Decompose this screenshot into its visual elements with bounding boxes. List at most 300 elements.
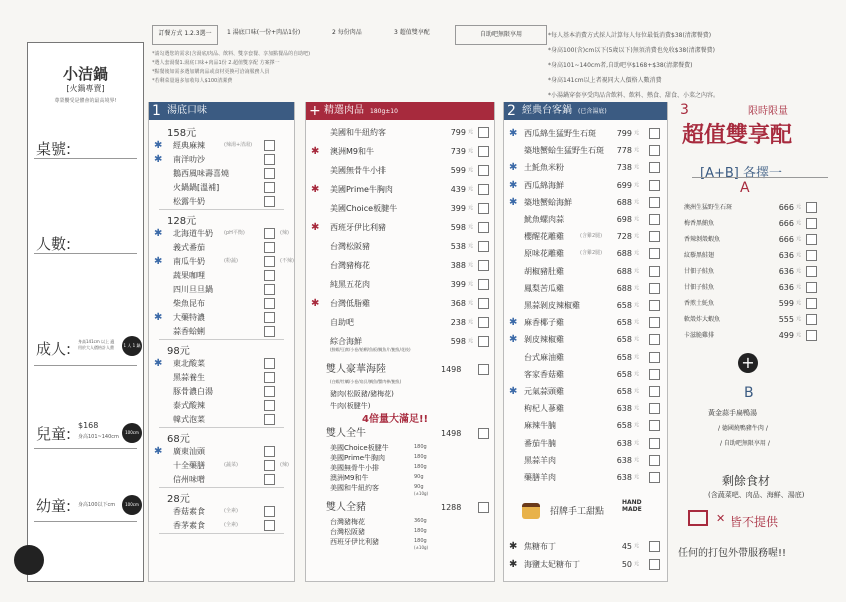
child-price: $168 (78, 421, 99, 430)
soup-name: 義式番茄 (173, 243, 205, 252)
double-a-item[interactable] (678, 280, 838, 295)
pot-item[interactable] (504, 229, 667, 244)
pot-item[interactable] (504, 315, 667, 330)
pot-price: 658 (616, 301, 632, 310)
checkbox[interactable] (649, 420, 660, 431)
checkbox[interactable] (264, 474, 275, 485)
unit: 元 (796, 300, 802, 306)
pudding-icon (522, 503, 540, 519)
double-a-price: 636 (778, 267, 794, 276)
pot-item[interactable] (504, 195, 667, 210)
checkbox[interactable] (264, 168, 275, 179)
soup-item[interactable] (149, 180, 294, 195)
soup-item[interactable] (149, 138, 294, 153)
checkbox[interactable] (264, 154, 275, 165)
soup-sub: (全素) (224, 508, 238, 514)
recommend-icon: ✱ (154, 256, 163, 267)
meat-item[interactable] (306, 257, 494, 274)
checkbox[interactable] (478, 184, 489, 195)
unit: 元 (468, 224, 474, 230)
meat-item[interactable] (306, 238, 494, 255)
unit: 元 (634, 216, 640, 222)
pot-price: 688 (616, 266, 632, 276)
pot-price: 658 (616, 335, 632, 345)
soup-name: 十全藥膳 (173, 461, 205, 470)
pot-item[interactable] (504, 246, 667, 261)
checkbox[interactable] (264, 270, 275, 281)
box-icon (688, 510, 708, 526)
pot-item[interactable] (504, 384, 667, 399)
pot-price: 638 (616, 473, 632, 482)
unit: 元 (634, 439, 640, 446)
checkbox[interactable] (264, 182, 275, 193)
meat-item[interactable] (306, 314, 494, 331)
pot-name: 台式麻油雞 (524, 352, 564, 362)
checkbox[interactable] (649, 334, 660, 345)
pot-item[interactable] (504, 367, 667, 382)
soup-item[interactable] (149, 324, 294, 339)
checkbox[interactable] (649, 352, 660, 363)
checkbox[interactable] (649, 300, 660, 311)
checkbox[interactable] (649, 403, 660, 414)
checkbox[interactable] (649, 214, 660, 225)
checkbox[interactable] (806, 202, 817, 213)
double-a-name: 卡滋脆雞排 (684, 332, 715, 339)
double-a-price: 499 (778, 331, 794, 340)
checkbox[interactable] (649, 128, 660, 139)
double-a-price: 599 (778, 299, 794, 308)
soup-item[interactable] (149, 268, 294, 283)
order-step3[interactable]: 3 超值雙享配 (394, 29, 430, 36)
soup-name: 南洋叻沙 (173, 155, 205, 164)
order-steps (152, 25, 522, 45)
checkbox[interactable] (806, 250, 817, 261)
checkbox[interactable] (264, 372, 275, 383)
checkbox[interactable] (806, 314, 817, 325)
unit: 元 (634, 388, 640, 394)
meat-item[interactable] (306, 143, 494, 160)
soup-sub: (蔬菜) (224, 462, 238, 468)
pot-price: 699 (616, 180, 632, 190)
unit: 元 (796, 284, 802, 290)
double-a-item[interactable] (678, 264, 838, 279)
pot-name: 番茄牛腩 (524, 438, 556, 448)
soup-name: 香菇素食 (173, 507, 205, 516)
pot-item[interactable] (504, 298, 667, 313)
combo_luxury-price: 1498 (441, 365, 462, 374)
pot-item[interactable] (504, 453, 667, 468)
pot-name: 原味花雕雞 (524, 249, 564, 259)
soup-header: 1 湯底口味 (149, 102, 294, 120)
pot-item[interactable] (504, 401, 667, 416)
left-panel (27, 42, 144, 582)
double-a-item[interactable] (678, 312, 838, 327)
unit: 元 (468, 205, 474, 211)
meat-item[interactable] (306, 276, 494, 293)
checkbox[interactable] (264, 386, 275, 397)
checkbox[interactable] (806, 298, 817, 309)
recommend-icon: ✱ (509, 334, 518, 346)
checkbox[interactable] (649, 248, 660, 259)
meat-price: 399 (450, 280, 466, 289)
combo-pork-item: 台灣豬梅花 (330, 518, 365, 526)
recommend-icon: ✱ (509, 317, 518, 329)
checkbox[interactable] (649, 266, 660, 277)
combo-pork-extra: (±10g) (414, 545, 429, 550)
double-a-price: 666 (778, 203, 794, 212)
checkbox[interactable] (264, 520, 275, 531)
order-step1[interactable]: 1 湯底口味(一份+肉品1份) (227, 29, 301, 36)
meat-item[interactable] (306, 124, 494, 141)
leftover-no-service: 皆不提供 (730, 515, 779, 529)
pot-name: 麻辣牛腩 (524, 421, 556, 431)
soup-item[interactable] (149, 398, 294, 413)
soup-item[interactable] (149, 384, 294, 399)
pot-item[interactable] (504, 436, 667, 451)
double-a-name: 軟殼炸大蝦魚 (684, 316, 721, 323)
checkbox[interactable] (478, 260, 489, 271)
meat-price: 538 (450, 242, 466, 251)
people-label: 人數: (36, 235, 72, 253)
soup-item[interactable] (149, 226, 294, 241)
double-a-name: 甘佃子鮭魚 (684, 284, 715, 291)
soup-name: 香茅素食 (173, 521, 205, 530)
pot-item[interactable] (504, 264, 667, 279)
child-label: 兒童: (36, 425, 72, 443)
dessert-name: 焦糖布丁 (524, 542, 556, 552)
dessert-title: 招牌手工甜點 (550, 507, 605, 518)
checkbox[interactable] (649, 317, 660, 328)
unit: 元 (634, 181, 640, 188)
pot-name: 枸杞人蔘雞 (524, 404, 564, 414)
unit: 元 (468, 281, 474, 287)
checkbox[interactable] (649, 386, 660, 397)
dessert-badge: HAND MADE (622, 499, 642, 514)
soup-item[interactable] (149, 166, 294, 181)
double-b-buffet: / 自助吧無限享用 / (720, 440, 770, 447)
order-step2[interactable]: 2 每份肉品 (332, 29, 362, 36)
checkbox[interactable] (264, 326, 275, 337)
pot-sub: (含雞2腿) (580, 250, 603, 257)
soup-item[interactable] (149, 370, 294, 385)
unit: 元 (634, 474, 640, 480)
meat-price: 399 (450, 204, 466, 213)
child-badge: 100cm (122, 423, 142, 443)
pot-header: 2 經典台客鍋 (已含湯底) (504, 102, 667, 120)
checkbox[interactable] (264, 460, 275, 471)
dessert-item[interactable] (504, 539, 667, 554)
soup-column (148, 102, 295, 582)
pot-item[interactable] (504, 160, 667, 175)
soup-sub: (pH平衡) (224, 230, 245, 236)
soup-item[interactable] (149, 518, 294, 533)
checkbox[interactable] (478, 364, 489, 375)
pot-item[interactable] (504, 143, 667, 158)
checkbox[interactable] (649, 197, 660, 208)
double-a-item[interactable] (678, 216, 838, 231)
unit: 元 (634, 405, 640, 412)
checkbox[interactable] (478, 336, 489, 347)
combo-pork-item: 台灣松阪豬 (330, 528, 365, 536)
unit: 元 (634, 198, 640, 205)
meat-name: 台灣低脂雞 (330, 299, 370, 308)
checkbox[interactable] (264, 196, 275, 207)
double-a-price: 636 (778, 283, 794, 292)
pot-name: 魷魚螺肉蒜 (524, 215, 564, 224)
checkbox[interactable] (264, 414, 275, 425)
unit: 元 (796, 252, 802, 258)
meat-item[interactable] (306, 162, 494, 179)
unit: 元 (468, 129, 474, 135)
checkbox[interactable] (264, 358, 275, 369)
pot-item[interactable] (504, 470, 667, 485)
checkbox[interactable] (264, 298, 275, 309)
checkbox[interactable] (806, 282, 817, 293)
checkbox[interactable] (649, 231, 660, 242)
soup-item[interactable] (149, 458, 294, 473)
infant-label: 幼童: (36, 497, 72, 515)
soup-item[interactable] (149, 240, 294, 255)
soup-name: 經典麻辣 (173, 141, 205, 150)
soup-name: 蔬果咖哩 (173, 271, 205, 280)
meat-name: 美國Prime牛胸肉 (330, 185, 393, 194)
meat-price: 799 (450, 128, 466, 137)
recommend-icon: ✱ (509, 196, 518, 208)
soup-price: 98元 (167, 346, 190, 357)
pot-price: 688 (616, 283, 632, 293)
unit: 元 (468, 338, 474, 344)
meat-price: 368 (450, 299, 466, 308)
double-a-item[interactable] (678, 232, 838, 247)
pot-name: 剝皮辣椒雞 (524, 335, 564, 345)
combo-beef-item: 美國Prime牛胸肉 (330, 454, 386, 462)
checkbox[interactable] (478, 502, 489, 513)
unit: 元 (634, 319, 640, 326)
pot-name: 土魠魚米粉 (524, 163, 564, 173)
unit: 元 (634, 543, 640, 550)
double-a-price: 666 (778, 219, 794, 228)
checkbox[interactable] (264, 312, 275, 323)
unit: 元 (796, 268, 802, 274)
order-buffet[interactable]: 自助吧無限享用 (455, 25, 547, 45)
meat-item[interactable] (306, 181, 494, 198)
pot-item[interactable] (504, 212, 667, 227)
soup-item[interactable] (149, 412, 294, 427)
checkbox[interactable] (478, 298, 489, 309)
pot-price: 778 (616, 146, 632, 156)
checkbox[interactable] (649, 369, 660, 380)
checkbox[interactable] (478, 222, 489, 233)
soup-name: 廣東汕頭 (173, 447, 205, 456)
pot-name: 鳳梨苦瓜雞 (524, 283, 564, 293)
pot-name: 西瓜綿海鮮 (524, 180, 564, 190)
pot-item[interactable] (504, 126, 667, 141)
soup-name: 鵝西風味壽喜燒 (173, 169, 229, 178)
soup-sub: (全素) (224, 522, 238, 528)
checkbox[interactable] (649, 283, 660, 294)
double-b-note: / 德國燒鴨豬牛肉 / (718, 425, 768, 432)
soup-name: 韓式泡菜 (173, 415, 205, 424)
checkbox[interactable] (806, 330, 817, 341)
double-a-item[interactable] (678, 328, 838, 343)
double-ab: [A+B] 各擇一 (700, 166, 782, 181)
recommend-icon: ✱ (154, 446, 163, 457)
child-note: 身高101~140cm (78, 434, 119, 440)
checkbox[interactable] (649, 145, 660, 156)
pot-name: 櫻醒花雕雞 (524, 232, 564, 242)
meat-column (305, 102, 495, 582)
pot-price: 638 (616, 455, 632, 465)
soup-sub: (粉蔬) (224, 258, 238, 264)
recommend-icon: ✱ (311, 298, 320, 309)
unit: 元 (796, 236, 802, 242)
checkbox[interactable] (649, 455, 660, 466)
soup-item[interactable] (149, 504, 294, 519)
soup-option: (辣) (280, 230, 289, 236)
leftover-title: 剩餘食材 (722, 474, 771, 488)
infant-note: 身高100以下cm (78, 502, 116, 508)
meat-price: 599 (450, 166, 466, 175)
combo_luxury-title: 雙人豪華海陸 (326, 364, 386, 375)
meat-price: 739 (450, 147, 466, 156)
checkbox[interactable] (264, 400, 275, 411)
pot-price: 658 (616, 352, 632, 362)
checkbox[interactable] (478, 317, 489, 328)
meat-price: 238 (450, 318, 466, 327)
mascot-icon (14, 545, 44, 575)
checkbox[interactable] (264, 506, 275, 517)
adult-label: 成人: (36, 340, 72, 358)
dessert-item[interactable] (504, 557, 667, 572)
unit: 元 (634, 130, 640, 136)
recommend-icon: ✱ (154, 358, 163, 369)
soup-item[interactable] (149, 472, 294, 487)
order-notes: *請勾選您的需求(含湯底/肉品、飲料、雙享套餐、享加點餐品的自助吧) *選人套湯餐1.湯底口味+肉品1份 2.超值雙享配 方案擇一 *點餐後如需多選加購肉品或食材更換可洽詢服務人員 *若剩菜量過多加收每人$100清潔費 (152, 51, 311, 84)
checkbox[interactable] (806, 218, 817, 229)
meat-item[interactable] (306, 200, 494, 217)
checkbox[interactable] (478, 203, 489, 214)
combo-luxury-item: 豬肉(松阪豬/豬梅花) (330, 390, 394, 398)
pot-name: 黑蒜剝皮辣椒雞 (524, 301, 580, 310)
checkbox[interactable] (478, 428, 489, 439)
pot-name: 黑蒜羊肉 (524, 455, 556, 465)
infant-badge: 100cm (122, 495, 142, 515)
unit: 元 (634, 250, 640, 257)
soup-name: 大藥特濃 (173, 313, 205, 322)
soup-name: 北海道牛奶 (173, 229, 213, 238)
pot-price: 799 (616, 129, 632, 138)
soup-name: 信州味噌 (173, 475, 205, 484)
soup-item[interactable] (149, 152, 294, 167)
checkbox[interactable] (649, 162, 660, 173)
double-a-label: A (740, 180, 750, 196)
pot-item[interactable] (504, 281, 667, 296)
combo-beef-item: 美國和牛紐約客 (330, 484, 379, 492)
unit: 元 (796, 204, 802, 210)
unit: 元 (468, 148, 474, 154)
seafood-note: (鮮蝦/豆腐/小卷/蛤蜊/魚板/鯛魚片/鮑魚/花枝) (330, 347, 411, 352)
checkbox[interactable] (478, 127, 489, 138)
meat-item[interactable] (306, 219, 494, 236)
double-title: 超值雙享配 (682, 123, 793, 148)
checkbox[interactable] (264, 284, 275, 295)
meat-item[interactable] (306, 295, 494, 312)
checkbox[interactable] (478, 146, 489, 157)
double-flag: 限時限量 (748, 106, 788, 117)
soup-name: 四川旦旦鍋 (173, 285, 213, 294)
recommend-icon: ✱ (509, 386, 518, 397)
checkbox[interactable] (478, 241, 489, 252)
checkbox[interactable] (478, 279, 489, 290)
double-a-item[interactable] (678, 248, 838, 263)
meat-name: 自助吧 (330, 318, 354, 327)
checkbox[interactable] (264, 242, 275, 253)
checkbox[interactable] (264, 446, 275, 457)
soup-item[interactable] (149, 282, 294, 297)
unit: 元 (796, 220, 802, 226)
unit: 元 (468, 300, 474, 306)
soup-item[interactable] (149, 254, 294, 269)
unit: 元 (468, 262, 474, 268)
meat-name: 澳洲M9和牛 (330, 147, 374, 156)
pot-item[interactable] (504, 350, 667, 365)
checkbox[interactable] (806, 266, 817, 277)
combo-beef-item: 澳洲M9和牛 (330, 474, 369, 482)
unit: 元 (634, 147, 640, 154)
pot-item[interactable] (504, 178, 667, 193)
checkbox[interactable] (649, 180, 660, 191)
checkbox[interactable] (806, 234, 817, 245)
pot-name: 藥膳羊肉 (524, 473, 556, 482)
combo_beef-title: 雙人全牛 (326, 428, 366, 439)
soup-sub: (辣湯+清湯) (224, 142, 253, 148)
table-label: 桌號: (36, 140, 72, 158)
pot-price: 658 (616, 369, 632, 379)
checkbox[interactable] (649, 541, 660, 552)
meat-header: + 精選肉品 180g±10 (306, 102, 494, 120)
soup-item[interactable] (149, 444, 294, 459)
soup-item[interactable] (149, 310, 294, 325)
recommend-icon: ✱ (154, 140, 163, 151)
pot-item[interactable] (504, 418, 667, 433)
no-icon: ✕ (716, 512, 726, 525)
combo-ribbon: 4倍量大滿足!! (362, 414, 429, 425)
double-a-item[interactable] (678, 200, 838, 215)
soup-name: 蒜香蛤蜊 (173, 327, 205, 336)
checkbox[interactable] (264, 256, 275, 267)
pot-price: 658 (616, 387, 632, 396)
unit: 元 (634, 336, 640, 343)
checkbox[interactable] (264, 140, 275, 151)
checkbox[interactable] (478, 165, 489, 176)
soup-price: 128元 (167, 216, 197, 227)
soup-item[interactable] (149, 356, 294, 371)
meat-price: 388 (450, 261, 466, 270)
checkbox[interactable] (649, 438, 660, 449)
checkbox[interactable] (264, 228, 275, 239)
checkbox[interactable] (649, 472, 660, 483)
soup-item[interactable] (149, 296, 294, 311)
checkbox[interactable] (649, 559, 660, 570)
meat-name: 台灣豬梅花 (330, 261, 370, 270)
soup-item[interactable] (149, 194, 294, 209)
double-a-name: 梅香黑鮪魚 (684, 220, 715, 227)
combo_beef-price: 1498 (441, 429, 462, 438)
double-a-item[interactable] (678, 296, 838, 311)
pot-name: 西瓜綿生猛野生石斑 (524, 129, 596, 138)
combo-beef-item: 美國無骨牛小排 (330, 464, 379, 472)
pot-item[interactable] (504, 332, 667, 347)
